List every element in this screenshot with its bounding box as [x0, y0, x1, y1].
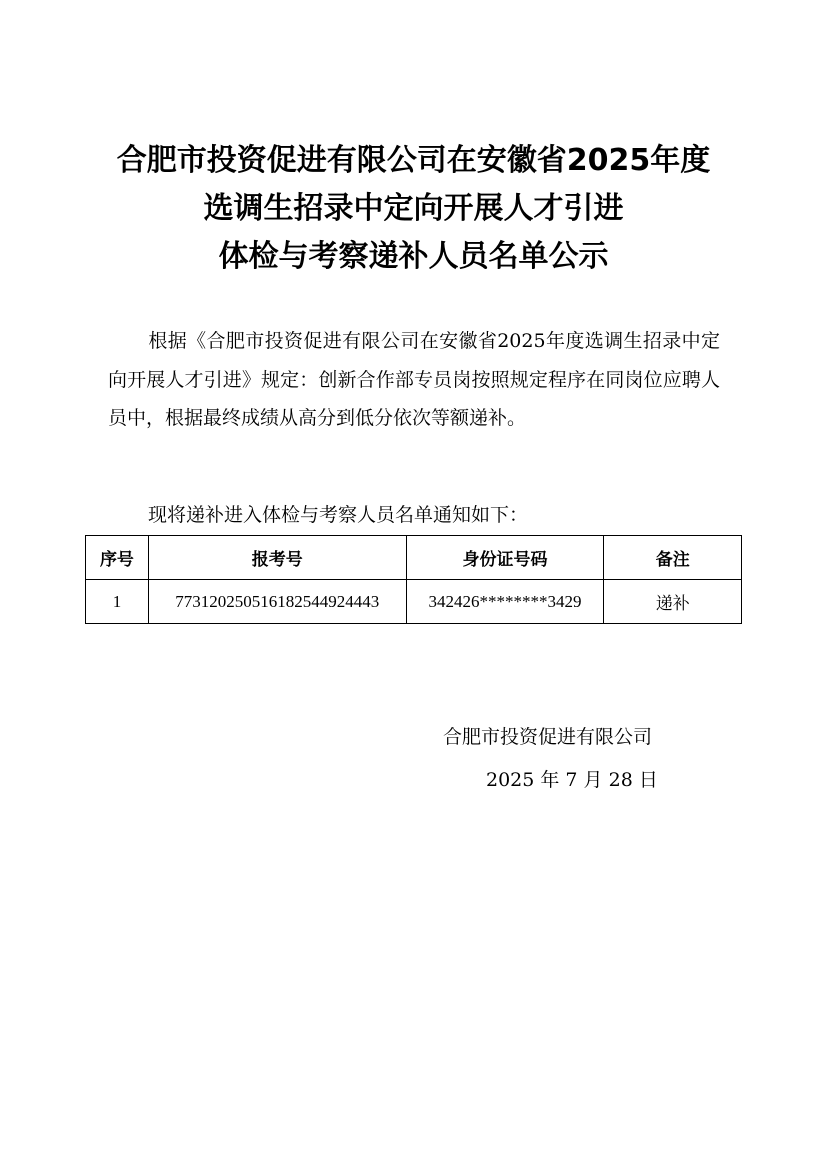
header-exam-number: 报考号	[148, 536, 406, 580]
cell-exam-number: 773120250516182544924443	[148, 580, 406, 624]
header-id-number: 身份证号码	[406, 536, 604, 580]
notice-paragraph	[108, 496, 720, 535]
notice-paragraph-text: 现将递补进入体检与考察人员名单通知如下：	[148, 504, 529, 526]
signature-organization: 合肥市投资促进有限公司	[443, 726, 653, 748]
cell-id-number: 342426********3429	[406, 580, 604, 624]
cell-serial: 1	[86, 580, 149, 624]
title-line-3: 体检与考察递补人员名单公示	[218, 239, 609, 274]
cell-remark: 递补	[604, 580, 742, 624]
header-remark: 备注	[604, 536, 742, 580]
intro-paragraph-text: 根据《合肥市投资促进有限公司在安徽省2025年度选调生招录中定向开展人才引进》规定：创新合作部专员岗按照规定程序在同岗位应聘人员中，根据最终成绩从高分到低分依次等额递补。	[108, 330, 720, 429]
signature-date: 2025 年 7 月 28 日	[486, 769, 658, 791]
table-header-row	[86, 536, 742, 580]
candidate-table	[85, 535, 742, 624]
title-line-2: 选调生招录中定向开展人才引进	[203, 191, 624, 226]
title-line-1: 合肥市投资促进有限公司在安徽省2025年度	[116, 143, 711, 178]
intro-paragraph	[108, 322, 720, 438]
header-serial: 序号	[86, 536, 149, 580]
document-title	[0, 137, 827, 281]
table-row	[86, 580, 742, 624]
